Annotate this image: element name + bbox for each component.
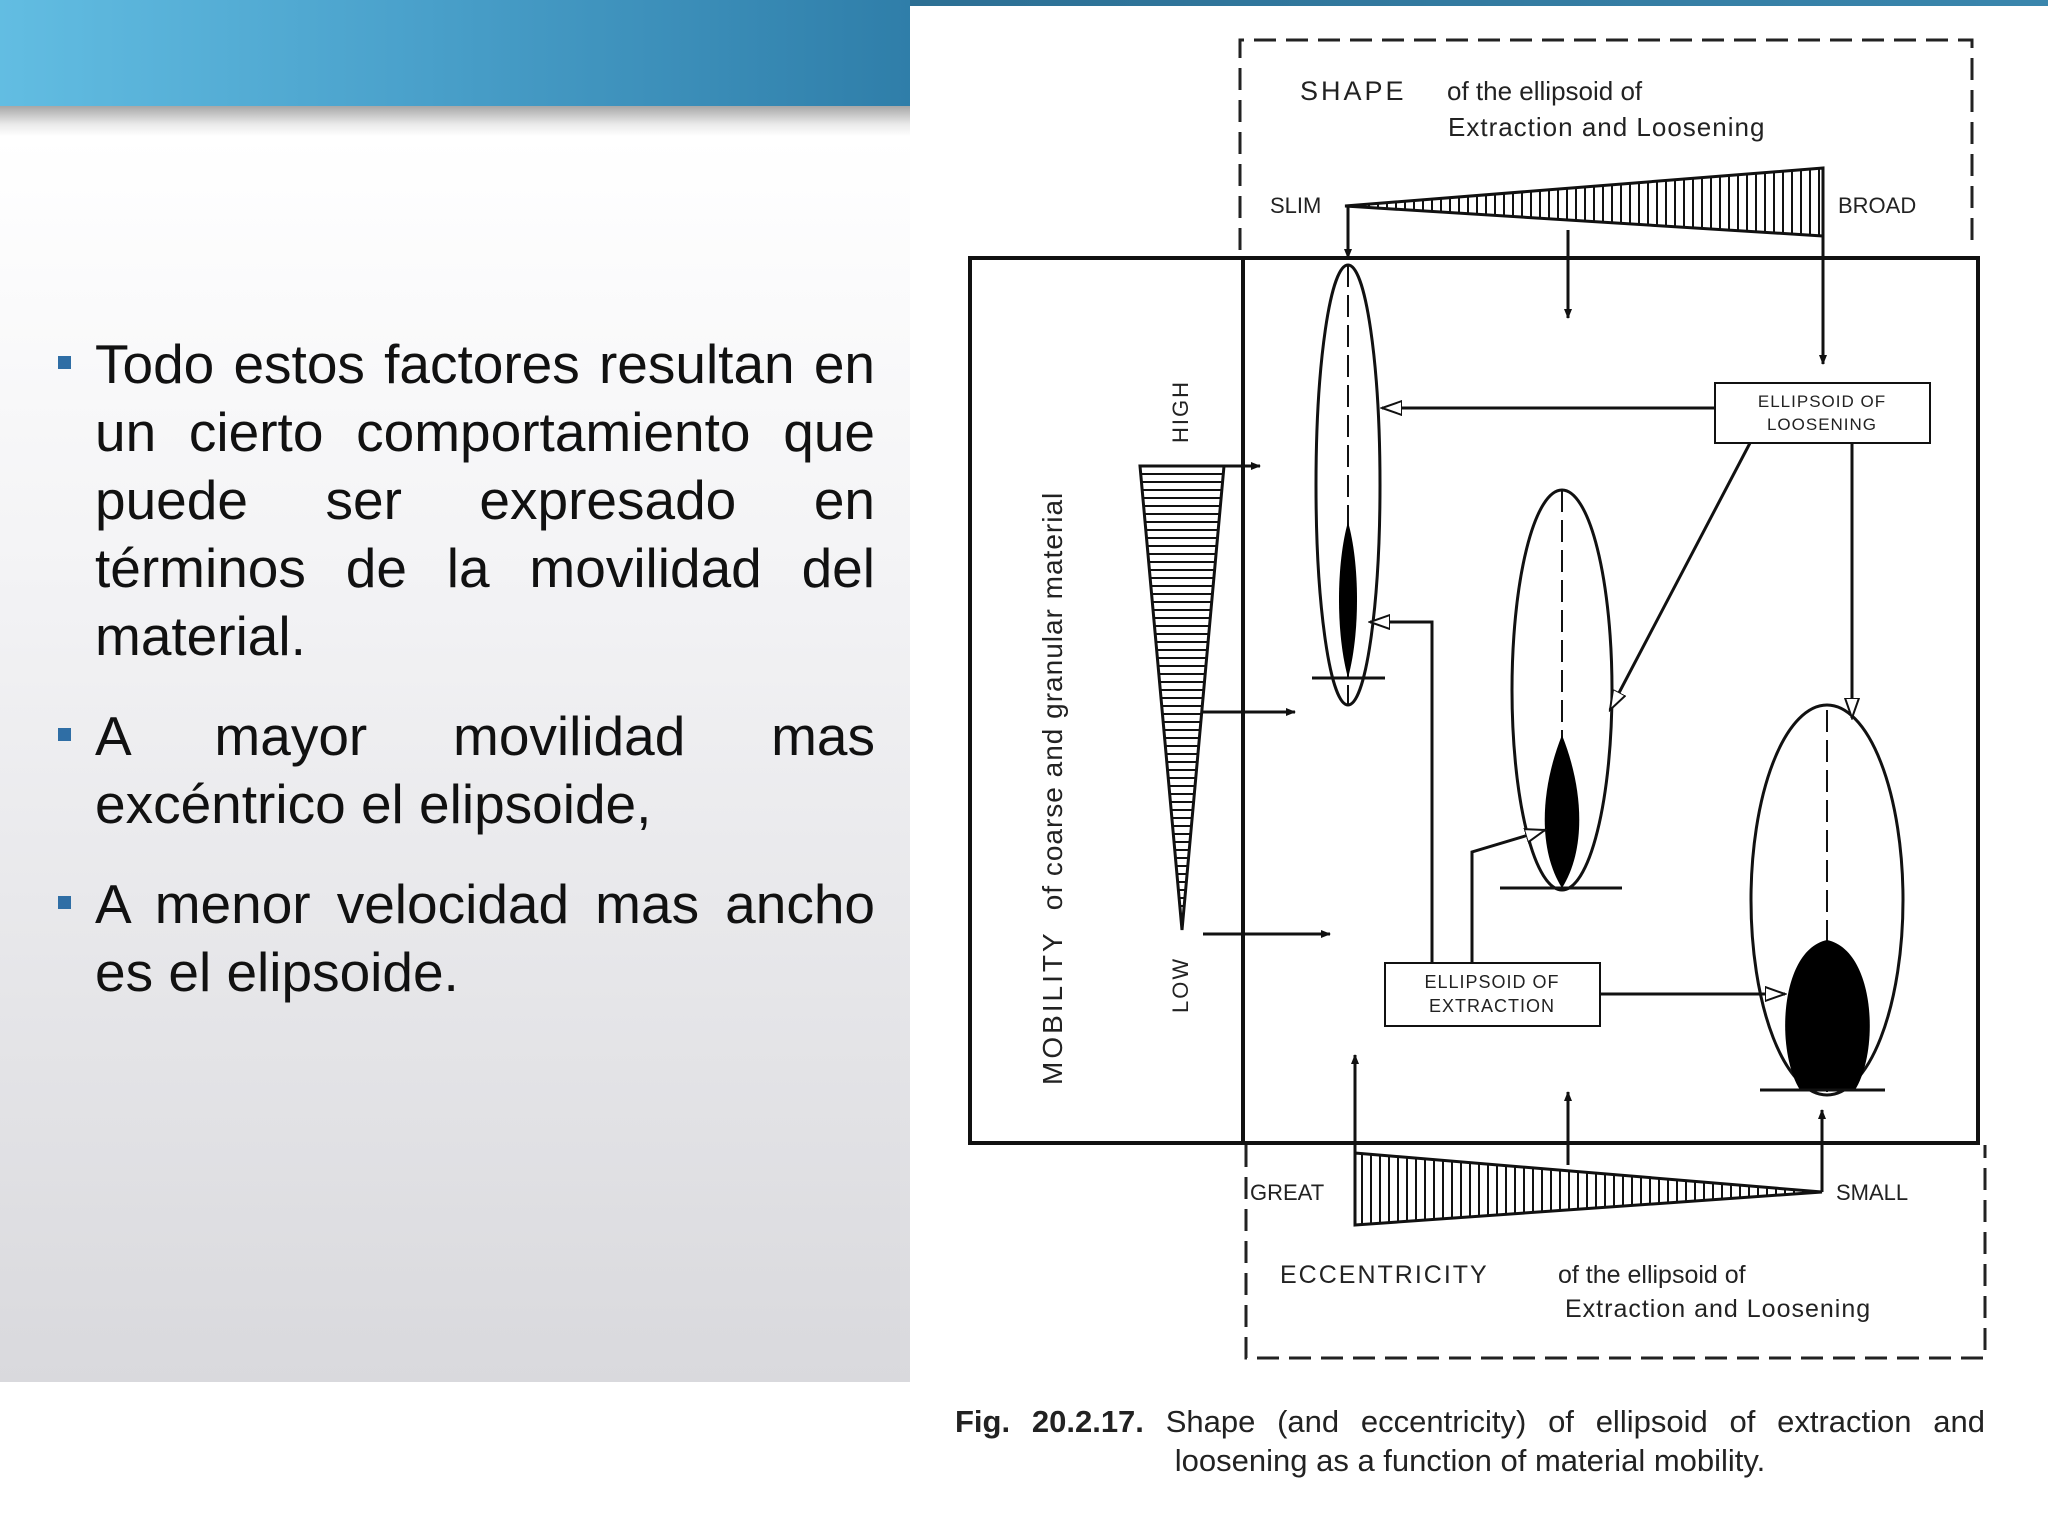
caption-text: Shape (and eccentricity) of ellipsoid of extraction and loosening as a function of material mobility.: [1165, 1404, 1985, 1478]
header-bar: [0, 0, 910, 106]
broad-label: BROAD: [1838, 193, 1917, 218]
svg-text:ELLIPSOID OF: ELLIPSOID OF: [1757, 392, 1887, 411]
ellipsoid-broad: [1751, 705, 1903, 1095]
bullet-item: [55, 702, 875, 838]
slim-label: SLIM: [1270, 193, 1322, 218]
bullet-text: Todo estos factores resultan en un cierto comportamiento que puede ser expresado en términos de la movilidad del material.: [95, 333, 875, 667]
mobility-label: MOBILITYof coarse and granular material: [1037, 491, 1068, 1085]
high-label: HIGH: [1168, 380, 1193, 443]
header-shadow: [0, 106, 910, 136]
eccentricity-title-sub: of the ellipsoid of: [1558, 1261, 1746, 1289]
ellipsoid-diagram: [910, 0, 2048, 1395]
square-bullet-icon: [58, 356, 71, 369]
svg-text:EXTRACTION: EXTRACTION: [1428, 996, 1556, 1016]
low-label: LOW: [1168, 956, 1193, 1013]
eccentricity-title-sub2: Extraction and Loosening: [1565, 1295, 1872, 1323]
loosening-arrow-medium: [1610, 443, 1750, 710]
loosening-label-box: [1715, 383, 1930, 443]
shape-title-sub: of the ellipsoid of: [1447, 76, 1643, 106]
shape-title-sub2: Extraction and Loosening: [1448, 112, 1766, 142]
extraction-label-box: [1385, 963, 1600, 1026]
square-bullet-icon: [58, 896, 71, 909]
bullet-list: [55, 330, 875, 1038]
bullet-item: [55, 330, 875, 670]
svg-text:ELLIPSOID OF: ELLIPSOID OF: [1424, 972, 1560, 992]
svg-text:LOOSENING: LOOSENING: [1766, 415, 1878, 434]
bullet-text: A menor velocidad mas ancho es el elipsoide.: [95, 873, 875, 1003]
figure-caption: [955, 1402, 1985, 1480]
ellipsoid-medium: [1500, 490, 1622, 890]
ellipsoid-slim: [1312, 265, 1385, 705]
great-label: GREAT: [1250, 1180, 1325, 1205]
bullet-item: [55, 870, 875, 1006]
square-bullet-icon: [58, 728, 71, 741]
extraction-arrow-slim: [1370, 622, 1432, 963]
shape-title: SHAPE: [1300, 76, 1407, 106]
bullet-text: A mayor movilidad mas excéntrico el elipsoide,: [95, 705, 875, 835]
small-label: SMALL: [1836, 1180, 1909, 1205]
caption-label: Fig. 20.2.17.: [955, 1404, 1144, 1439]
slim-arrow: [1345, 206, 1348, 258]
eccentricity-title: ECCENTRICITY: [1280, 1261, 1489, 1289]
